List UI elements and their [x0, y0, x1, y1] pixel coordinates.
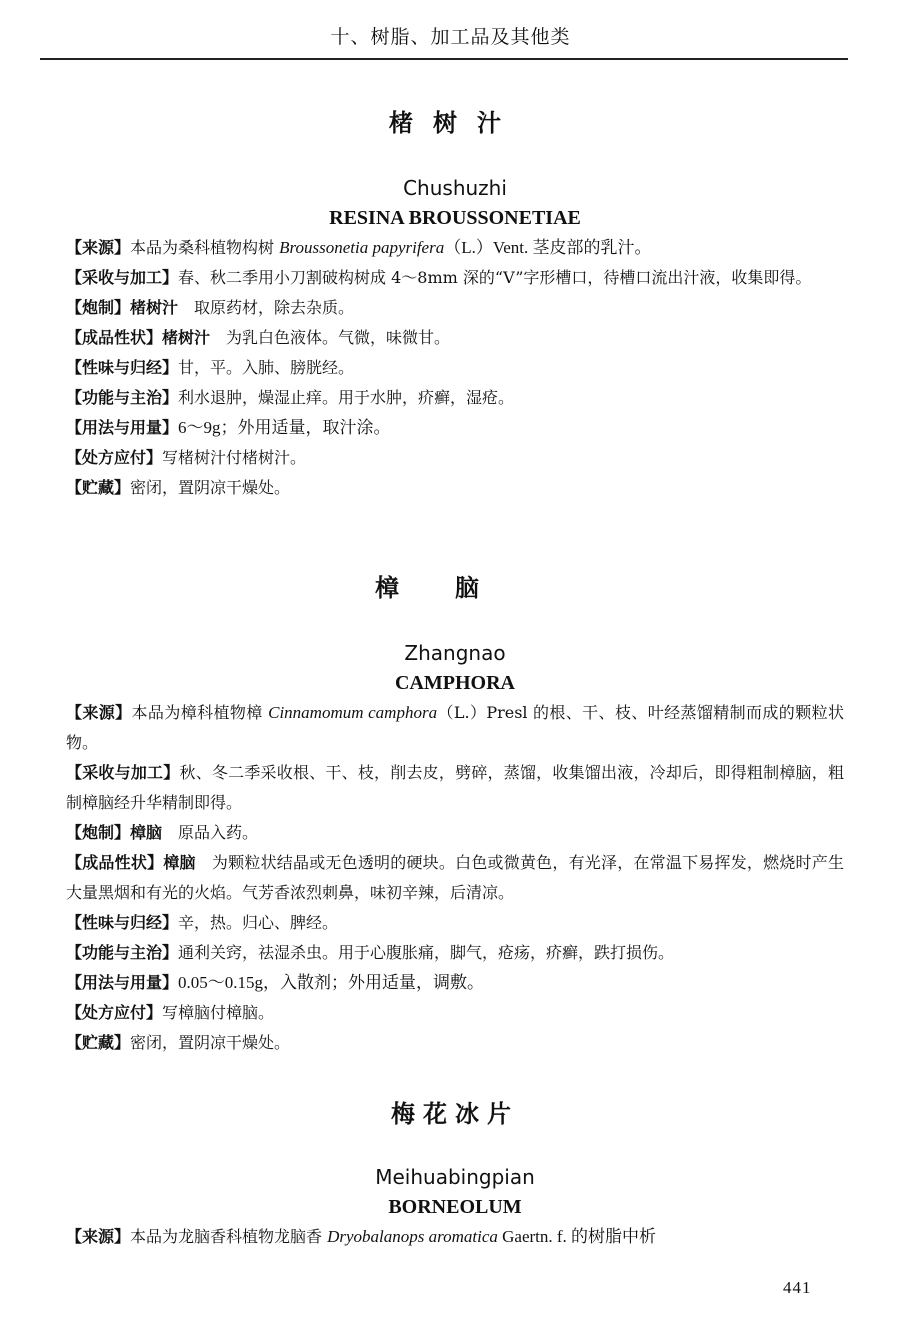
species-name: Broussonetia papyrifera [279, 238, 445, 257]
section-label: 【用法与用量】 [66, 973, 179, 992]
section-text: 0.05～0.15g，入散剂；外用适量，调敷。 [178, 973, 485, 992]
section-property [66, 353, 844, 383]
section-property [66, 908, 844, 938]
section-text: 本品为樟科植物樟 [131, 703, 269, 722]
section-label: 【采收与加工】 [66, 763, 180, 782]
section-label: 【贮藏】 [66, 478, 131, 497]
processed-name: 樟脑 [163, 853, 196, 872]
section-prescription [66, 443, 844, 473]
entry-title: 楮树汁 [389, 109, 521, 137]
section-label: 【功能与主治】 [66, 943, 179, 962]
section-text: 写樟脑付樟脑。 [162, 1003, 275, 1022]
section-text: 原品入药。 [162, 823, 259, 842]
section-text: 本品为龙脑香科植物龙脑香 [130, 1227, 328, 1246]
section-text: 本品为桑科植物构树 [130, 238, 280, 257]
section-text: 利水退肿，燥湿止痒。用于水肿，疥癣，湿疮。 [178, 388, 515, 407]
section-text: 取原药材，除去杂质。 [178, 298, 355, 317]
section-storage [66, 1028, 844, 1058]
section-source [66, 1222, 844, 1252]
section-text: Gaertn. f. 的树脂中析 [497, 1227, 657, 1246]
section-processing [66, 293, 844, 323]
section-text: 密闭，置阴凉干燥处。 [130, 1033, 291, 1052]
entry-title: 樟脑 [375, 574, 535, 602]
section-dosage [66, 968, 844, 998]
section-function [66, 938, 844, 968]
section-label: 【来源】 [66, 1227, 131, 1246]
section-label: 【处方应付】 [66, 1003, 163, 1022]
section-text: 辛，热。归心、脾经。 [178, 913, 339, 932]
section-text: 春、秋二季用小刀割破构树成 4～8mm 深的“V”字形槽口，待槽口流出汁液，收集即得。 [178, 268, 812, 287]
section-label: 【来源】 [66, 238, 131, 257]
section-label: 【用法与用量】 [66, 418, 179, 437]
section-text: 密闭，置阴凉干燥处。 [130, 478, 291, 497]
section-label: 【贮藏】 [66, 1033, 131, 1052]
section-text: （L.）Vent. 茎皮部的乳汁。 [444, 238, 652, 257]
processed-name: 楮树汁 [130, 298, 179, 317]
entry-pinyin: Chushuzhi [403, 176, 507, 200]
processed-name: 樟脑 [130, 823, 163, 842]
section-text: 6～9g；外用适量，取汁涂。 [178, 418, 391, 437]
section-label: 【炮制】 [66, 298, 131, 317]
header-rule [40, 58, 848, 60]
entry-meihuabingpian [66, 1094, 844, 1252]
processed-name: 楮树汁 [162, 328, 211, 347]
entry-latin-name: BORNEOLUM [388, 1196, 522, 1218]
entry-latin-name: CAMPHORA [395, 672, 515, 694]
section-source [66, 233, 844, 263]
section-description [66, 323, 844, 353]
section-text: 为颗粒状结晶或无色透明的硬块。白色或微黄色，有光泽，在常温下易挥发，燃烧时产生大量黑烟和有光的火焰。气芳香浓烈刺鼻，味初辛辣，后清凉。 [66, 853, 844, 902]
entry-latin-name: RESINA BROUSSONETIAE [329, 207, 581, 229]
section-description [66, 848, 844, 908]
section-label: 【来源】 [66, 703, 132, 722]
entry-title: 梅花冰片 [391, 1100, 519, 1128]
entry-chushuzhi [66, 103, 844, 503]
section-harvest [66, 263, 844, 293]
running-header: 十、树脂、加工品及其他类 [330, 26, 571, 48]
section-text: 通利关窍，祛湿杀虫。用于心腹胀痛，脚气，疮疡，疥癣，跌打损伤。 [178, 943, 675, 962]
species-name: Cinnamomum camphora [268, 703, 438, 722]
section-text: 秋、冬二季采收根、干、枝，削去皮，劈碎，蒸馏，收集馏出液，冷却后，即得粗制樟脑，粗制樟脑经升华精制即得。 [66, 763, 844, 812]
section-label: 【采收与加工】 [66, 268, 179, 287]
section-harvest [66, 758, 844, 818]
section-text: （L.）Presl 的根、干、枝、叶经蒸馏精制而成的颗粒状物。 [66, 703, 844, 752]
section-processing [66, 818, 844, 848]
section-label: 【成品性状】 [66, 328, 163, 347]
section-text: 甘，平。入肺、膀胱经。 [178, 358, 355, 377]
section-dosage [66, 413, 844, 443]
section-label: 【处方应付】 [66, 448, 163, 467]
species-name: Dryobalanops aromatica [327, 1227, 498, 1246]
entry-pinyin: Zhangnao [404, 641, 506, 665]
section-label: 【功能与主治】 [66, 388, 179, 407]
section-label: 【炮制】 [66, 823, 131, 842]
entry-zhangnao [66, 568, 844, 1058]
section-storage [66, 473, 844, 503]
page-number: 441 [783, 1278, 812, 1297]
section-prescription [66, 998, 844, 1028]
section-function [66, 383, 844, 413]
entry-pinyin: Meihuabingpian [375, 1165, 535, 1189]
section-label: 【性味与归经】 [66, 913, 179, 932]
section-text: 为乳白色液体。气微，味微甘。 [210, 328, 451, 347]
section-source [66, 698, 844, 758]
section-label: 【性味与归经】 [66, 358, 179, 377]
section-label: 【成品性状】 [66, 853, 164, 872]
section-text: 写楮树汁付楮树汁。 [162, 448, 307, 467]
